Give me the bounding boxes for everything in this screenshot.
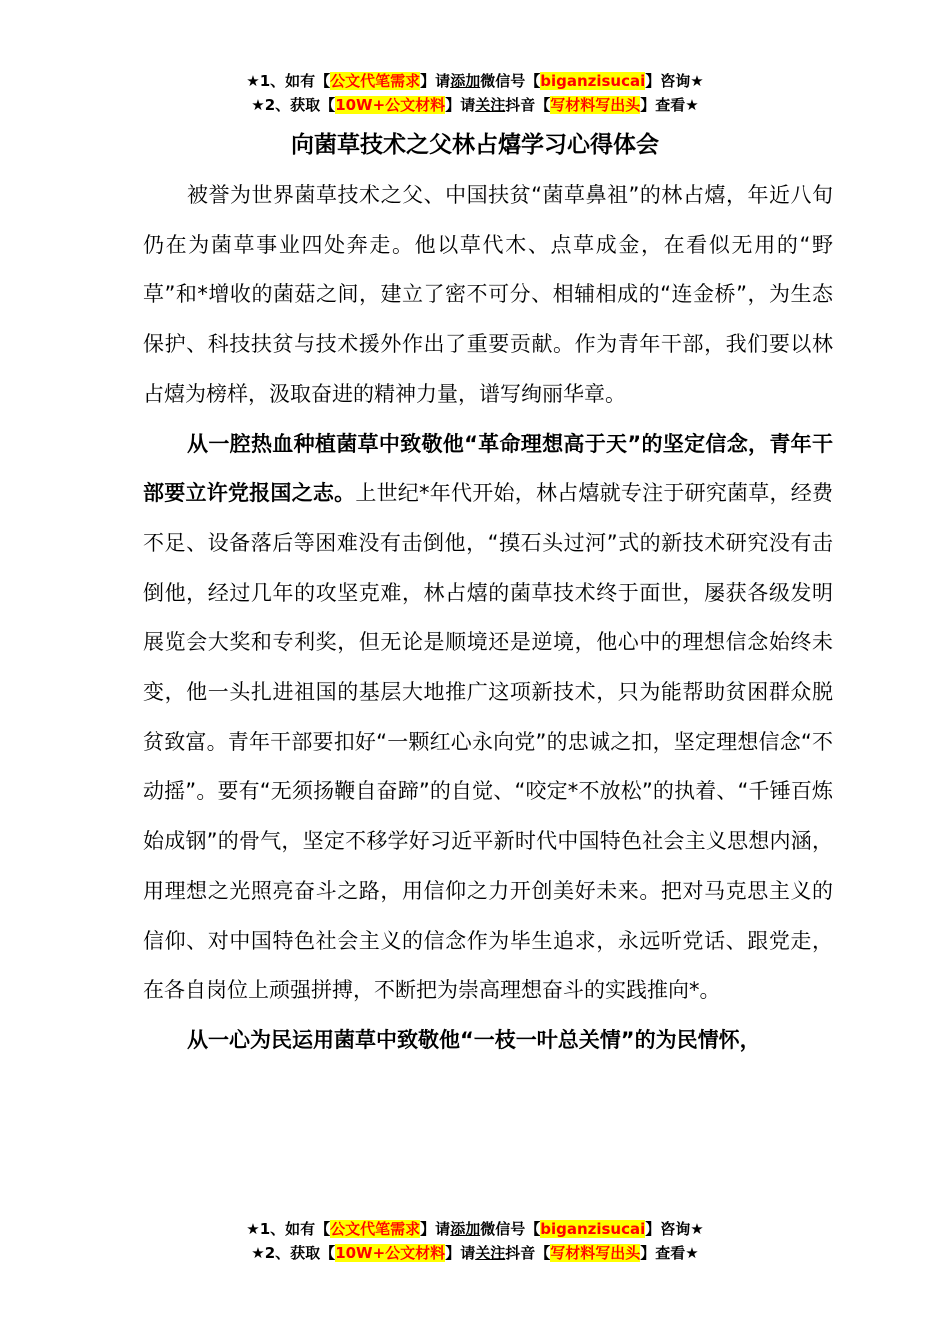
- highlight-text: 公文代笔需求: [330, 72, 421, 90]
- emphasis-text: 关注: [475, 1244, 506, 1262]
- paragraph-section-2: [143, 1016, 833, 1066]
- promo-text: 】查看★: [640, 96, 699, 114]
- promo-line-1: [0, 69, 950, 93]
- promo-text: ★2、获取【: [251, 1244, 336, 1262]
- paragraph-section-1: [143, 420, 833, 1016]
- promo-text: 抖音【: [505, 1244, 551, 1262]
- promo-text: ★1、如有【: [246, 72, 331, 90]
- promo-text: ★2、获取【: [251, 96, 336, 114]
- promo-line-2: [0, 93, 950, 117]
- promo-banner-top: [0, 69, 950, 117]
- douyin-id-highlight: 写材料写出头: [550, 96, 641, 114]
- promo-text: 抖音【: [505, 96, 551, 114]
- document-body: [143, 171, 833, 1066]
- paragraph-text: 上世纪*年代开始，林占熺就专注于研究菌草，经费不足、设备落后等困难没有击倒他，“摸石头过河”式的新技术研究没有击倒他，经过几年的攻坚克难，林占熺的菌草技术终于面世，屡获各级发明展览会大奖和专利奖，但无论是顺境还是逆境，他心中的理想信念始终未变，他一头扎进祖国的基层大地推广这项新技术，只为能帮助贫困群众脱贫致富。青年干部要扣好“一颗红心永向党”的忠诚之扣，坚定理想信念“不动摇”。要有“无须扬鞭自奋蹄”的自觉、“咬定*不放松”的执着、“千锤百炼始成钢”的骨气，坚定不移学好习近平新时代中国特色社会主义思想内涵，用理想之光照亮奋斗之路，用信仰之力开创美好未来。把对马克思主义的信仰、对中国特色社会主义的信念作为毕生追求，永远听党话、跟党走，在各自岗位上顽强拼搏，不断把为崇高理想奋斗的实践推向*。: [143, 481, 833, 1003]
- promo-text: 】请: [445, 1244, 476, 1262]
- paragraph-text: 被誉为世界菌草技术之父、中国扶贫“菌草鼻祖”的林占熺，年近八旬仍在为菌草事业四处奔走。他以草代木、点草成金，在看似无用的“野草”和*增收的菌菇之间，建立了密不可分、相辅相成的“连金桥”，为生态保护、科技扶贫与技术援外作出了重要贡献。作为青年干部，我们要以林占熺为榜样，汲取奋进的精神力量，谱写绚丽华章。: [143, 183, 833, 406]
- emphasis-text: 添加: [450, 1220, 481, 1238]
- promo-line-1: [0, 1217, 950, 1241]
- promo-text: 】咨询★: [645, 1220, 704, 1238]
- promo-text: 】请: [445, 96, 476, 114]
- promo-text: 】请: [420, 1220, 451, 1238]
- promo-banner-bottom: [0, 1217, 950, 1265]
- wechat-id-highlight: biganzisucai: [540, 72, 646, 90]
- paragraph-lead: 从一腔热血种植菌草中致敬他“革命理想高于天”的坚定信念，青年干部要立许党报国之志。: [143, 431, 833, 506]
- document-title: 向菌草技术之父林占熺学习心得体会: [291, 132, 659, 158]
- paragraph-intro: [143, 171, 833, 420]
- promo-text: 】请: [420, 72, 451, 90]
- paragraph-lead: 从一心为民运用菌草中致敬他“一枝一叶总关情”的为民情怀，: [187, 1027, 761, 1052]
- promo-text: ★1、如有【: [246, 1220, 331, 1238]
- highlight-text: 公文代笔需求: [330, 1220, 421, 1238]
- promo-text: 微信号【: [480, 72, 541, 90]
- wechat-id-highlight: biganzisucai: [540, 1220, 646, 1238]
- promo-text: 】咨询★: [645, 72, 704, 90]
- emphasis-text: 关注: [475, 96, 506, 114]
- promo-line-2: [0, 1241, 950, 1265]
- promo-text: 】查看★: [640, 1244, 699, 1262]
- douyin-id-highlight: 写材料写出头: [550, 1244, 641, 1262]
- highlight-text: 10W+公文材料: [335, 96, 446, 114]
- highlight-text: 10W+公文材料: [335, 1244, 446, 1262]
- emphasis-text: 添加: [450, 72, 481, 90]
- promo-text: 微信号【: [480, 1220, 541, 1238]
